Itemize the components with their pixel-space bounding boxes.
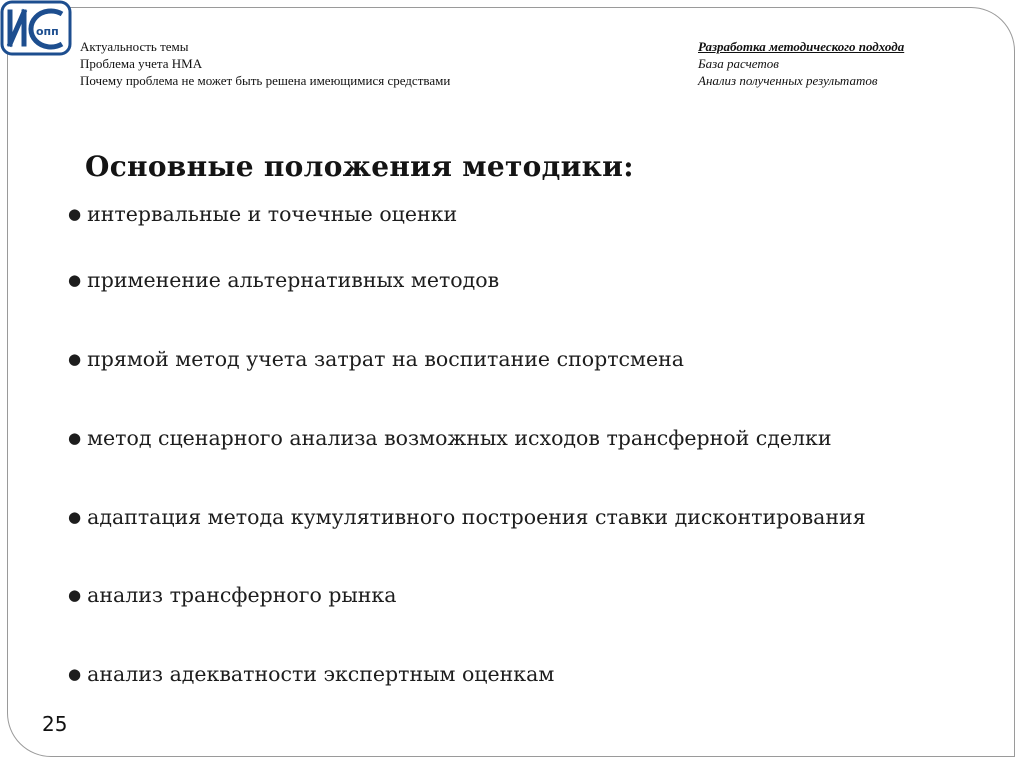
list-item	[68, 347, 684, 371]
list-item	[68, 426, 832, 450]
list-item	[68, 662, 554, 686]
bullet-icon: ●	[68, 508, 82, 526]
bullet-icon: ●	[68, 586, 82, 604]
nav-item[interactable]: Проблема учета НМА	[80, 56, 203, 71]
nav-right	[698, 38, 904, 89]
list-item	[68, 202, 457, 226]
slide-frame	[7, 7, 1015, 757]
list-item-text: анализ трансферного рынка	[87, 583, 397, 607]
svg-text:опп: опп	[36, 25, 59, 38]
list-item-text: применение альтернативных методов	[87, 268, 500, 292]
nav-item[interactable]: Анализ полученных результатов	[698, 73, 878, 88]
list-item-text: анализ адекватности экспертным оценкам	[87, 662, 555, 686]
bullet-icon: ●	[68, 429, 82, 447]
bullet-icon: ●	[68, 665, 82, 683]
nav-item[interactable]: База расчетов	[698, 56, 779, 71]
page-number: 25	[42, 712, 68, 736]
bullet-icon: ●	[68, 271, 82, 289]
bullet-icon: ●	[68, 205, 82, 223]
list-item-text: интервальные и точечные оценки	[87, 202, 458, 226]
list-item-text: прямой метод учета затрат на воспитание спортсмена	[87, 347, 684, 371]
list-item	[68, 268, 499, 292]
slide-title: Основные положения методики:	[85, 150, 634, 183]
logo	[0, 0, 72, 56]
nav-left	[80, 38, 450, 89]
list-item	[68, 583, 396, 607]
nav-item[interactable]: Актуальность темы	[80, 39, 189, 54]
nav-item[interactable]: Почему проблема не может быть решена имеющимися средствами	[80, 73, 451, 88]
bullet-icon: ●	[68, 350, 82, 368]
list-item-text: адаптация метода кумулятивного построения ставки дисконтирования	[87, 505, 866, 529]
list-item	[68, 505, 866, 529]
list-item-text: метод сценарного анализа возможных исходов трансферной сделки	[87, 426, 832, 450]
nav-item-active[interactable]: Разработка методического подхода	[698, 39, 905, 54]
